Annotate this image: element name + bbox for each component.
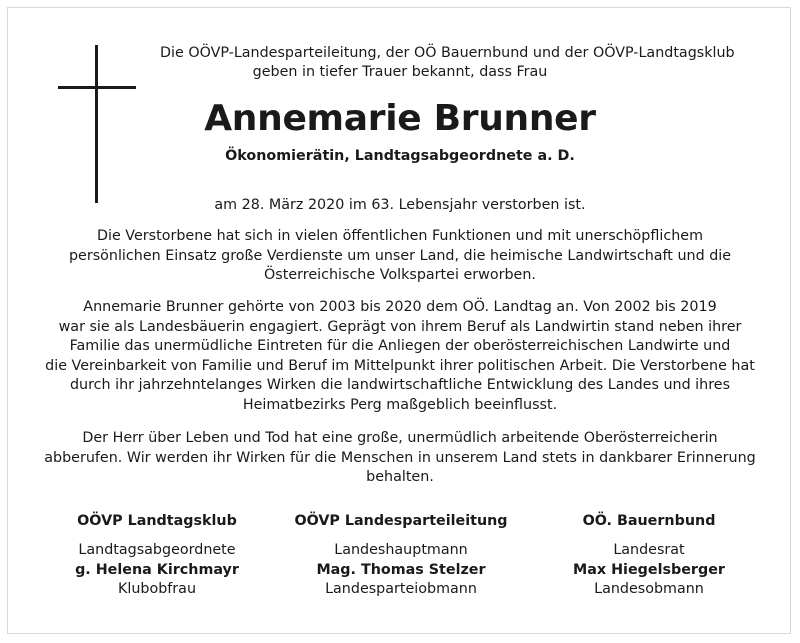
cross-horizontal-bar [58, 86, 136, 89]
intro-line: geben in tiefer Trauer bekannt, dass Frau [252, 64, 548, 80]
death-notice: am 28. März 2020 im 63. Lebensjahr verstorben ist. [214, 197, 586, 213]
paragraph-line: Heimatbezirks Perg maßgeblich beeinflusst. [242, 396, 558, 413]
signature-function: Landesobmann [594, 581, 704, 597]
paragraph-line: Annemarie Brunner gehörte von 2003 bis 2020 dem OÖ. Landtag an. Von 2002 bis 2019 [83, 299, 717, 315]
tribute-paragraph-1 [20, 227, 780, 286]
paragraph-line: Österreichische Volkspartei erworben. [264, 267, 536, 283]
signature-name: Max Hiegelsberger [573, 562, 725, 578]
cross-vertical-bar [95, 45, 98, 203]
deceased-name: Annemarie Brunner [204, 98, 596, 139]
signature-role: Landtagsabgeordnete [78, 542, 236, 558]
signature-function: Klubobfrau [117, 581, 197, 597]
signature-role: Landeshauptmann [334, 542, 468, 558]
signature-name: g. Helena Kirchmayr [75, 562, 239, 578]
signature-role: Landesrat [613, 542, 685, 558]
paragraph-line: die Vereinbarkeit von Familie und Beruf im Mittelpunkt ihrer politischen Arbeit. Die Verstorbene hat [45, 357, 755, 374]
paragraph-line: Familie das unermüdliche Eintreten für die Anliegen der oberösterreichischen Landwirte und [69, 338, 731, 354]
tribute-paragraph-2 [20, 298, 780, 415]
signature-organization: OÖ. Bauernbund [582, 513, 716, 529]
tribute-paragraph-3 [20, 429, 780, 488]
paragraph-line: behalten. [366, 469, 434, 485]
signature-organization: OÖVP Landesparteileitung [294, 513, 508, 529]
intro-text [160, 44, 735, 82]
intro-line: Die OÖVP-Landesparteileitung, der OÖ Bauernbund und der OÖVP-Landtagsklub [160, 45, 735, 61]
deceased-title: Ökonomierätin, Landtagsabgeordnete a. D. [225, 148, 575, 164]
paragraph-line: durch ihr jahrzehntelanges Wirken die landwirtschaftliche Entwicklung des Landes und ihres [69, 377, 731, 393]
paragraph-line: abberufen. Wir werden ihr Wirken für die Menschen in unserem Land stets in dankbarer Erinnerung [44, 449, 756, 466]
signature-organization: OÖVP Landtagsklub [77, 513, 237, 529]
paragraph-line: war sie als Landesbäuerin engagiert. Geprägt von ihrem Beruf als Landwirtin stand neben ihrer [58, 318, 742, 335]
paragraph-line: persönlichen Einsatz große Verdienste um unser Land, die heimische Landwirtschaft und die [68, 247, 732, 264]
paragraph-line: Die Verstorbene hat sich in vielen öffentlichen Funktionen und mit unerschöpflichem [96, 228, 704, 244]
signature-function: Landesparteiobmann [325, 581, 477, 597]
paragraph-line: Der Herr über Leben und Tod hat eine große, unermüdlich arbeitende Oberösterreicherin [82, 430, 718, 446]
signature-name: Mag. Thomas Stelzer [316, 562, 486, 578]
